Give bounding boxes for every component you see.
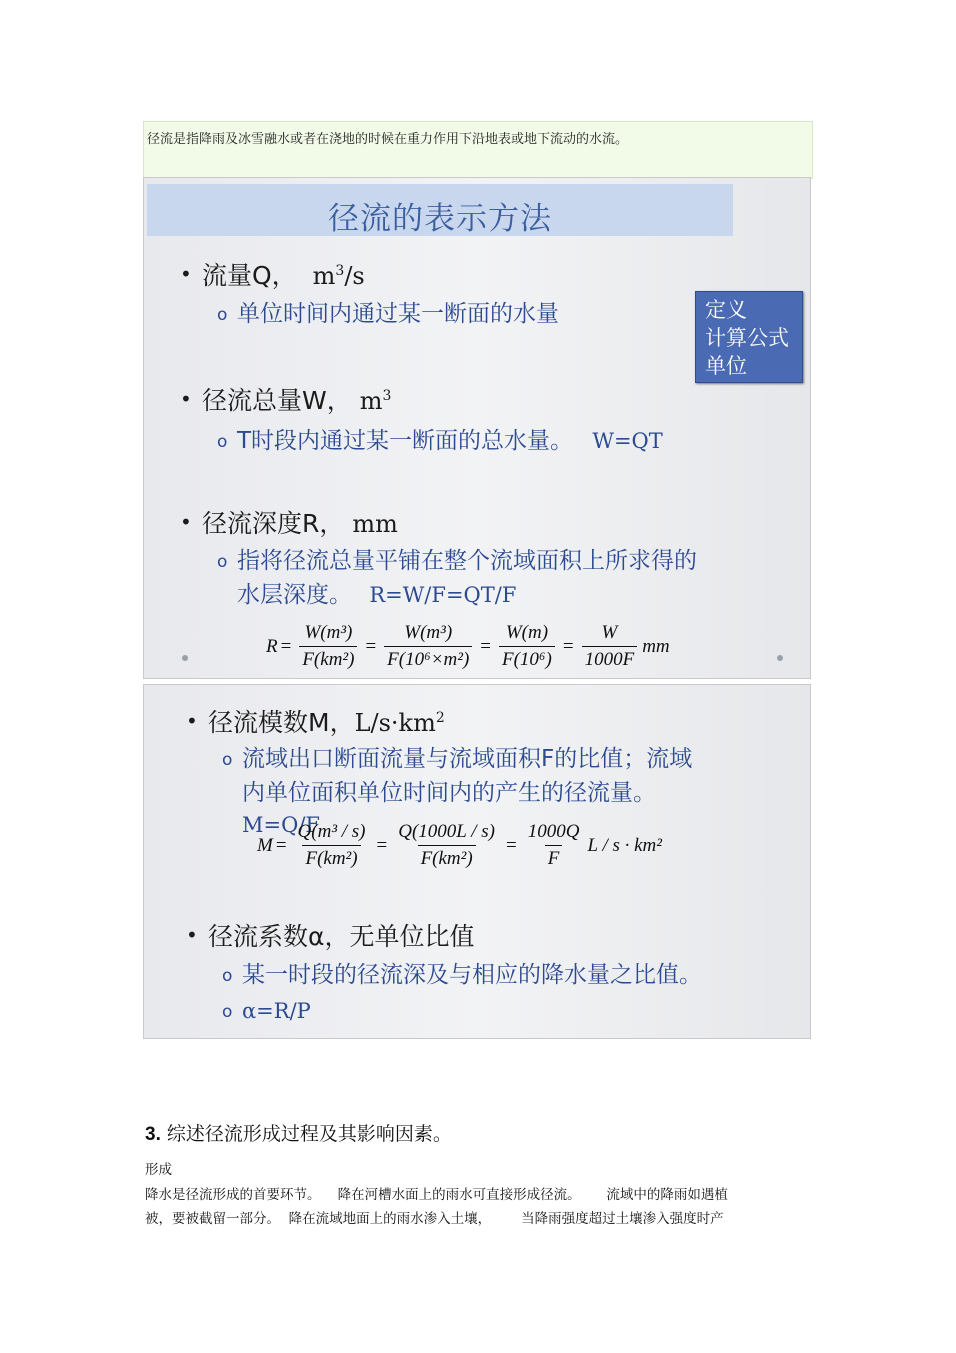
- definition-box: [143, 121, 813, 179]
- depth-equation: R = $\frac{\text{W(m³)}}{\text{F(km²)}}$ = $\frac{\text{W(m³)}}{\text{F(10⁶×m²)}}$ = $\frac{W(m)}{\text{F(10⁶)}}$ = $\frac{W}{1000F}$ mm: [266, 622, 670, 670]
- ring-bullet: o: [217, 552, 228, 572]
- coefficient-description: o 某一时段的径流深及与相应的降水量之比值。: [222, 959, 702, 993]
- ring-bullet: o: [217, 432, 228, 452]
- question-number: 3.: [145, 1124, 161, 1145]
- eq-unit: L / s · km²: [587, 834, 662, 856]
- paragraph-line-2: 被，要被截留一部分。 降在流域地面上的雨水渗入土壤， 当降雨强度超过土壤渗入强度时产: [145, 1211, 724, 1227]
- total-unit: $m^3$: [359, 387, 392, 415]
- ring-bullet: o: [217, 305, 228, 325]
- bullet-flow: [180, 256, 365, 292]
- bullet-total: [180, 381, 391, 417]
- depth-unit: mm: [352, 510, 398, 538]
- bullet-coefficient: [186, 917, 474, 953]
- paragraph-line-1: 降水是径流形成的首要环节。 降在河槽水面上的雨水可直接形成径流。 流域中的降雨如遇植: [145, 1187, 728, 1203]
- total-formula: W=QT: [592, 429, 663, 453]
- eq-unit: mm: [642, 635, 670, 657]
- tag-line-unit: 单位: [705, 354, 747, 378]
- flow-label: 流量Q，: [202, 261, 297, 290]
- coefficient-label: 径流系数α，无单位比值: [208, 922, 475, 951]
- slide-title: 径流的表示方法: [328, 201, 552, 237]
- eq-fraction: $\frac{1000Q}{F}$: [527, 821, 580, 869]
- depth-description: o 指将径流总量平铺在整个流域面积上所求得的 水层深度。 R=W/F=QT/F: [217, 548, 697, 608]
- modulus-label: 径流模数M，: [208, 708, 355, 737]
- question-heading: [145, 1119, 452, 1146]
- eq-fraction: $\frac{W}{1000F}$: [582, 622, 638, 671]
- slide-runoff-modulus: [143, 684, 811, 1039]
- flow-description: o 单位时间内通过某一断面的水量: [217, 298, 559, 332]
- depth-label: 径流深度R，: [202, 509, 345, 538]
- bullet-dot: •: [186, 709, 198, 733]
- definition-tag: [695, 291, 803, 383]
- bullet-depth: [180, 504, 398, 540]
- slide-dot-left: [182, 655, 188, 661]
- bullet-dot: •: [180, 262, 192, 286]
- modulus-description: o 流域出口断面流量与流域面积F的比值；流域 内单位面积单位时间内的产生的径流量。 M=Q/F: [222, 746, 693, 837]
- question-text: 综述径流形成过程及其影响因素。: [166, 1123, 452, 1145]
- tag-line-definition: 定义: [705, 298, 747, 322]
- modulus-equation: M = $\frac{\text{Q(m³ / s)}}{\text{F(km²)}}$ = $\frac{Q(1000L / s)}{\text{F(km²)}}$ = $\frac{1000Q}{F}$ L / s · km²: [257, 821, 662, 869]
- eq-fraction: $\frac{Q(1000L / s)}{\text{F(km²)}}$: [398, 821, 496, 869]
- ring-bullet: o: [222, 1002, 233, 1022]
- section-label: 形成: [145, 1162, 172, 1178]
- bullet-dot: •: [180, 510, 192, 534]
- total-description: o T时段内通过某一断面的总水量。 W=QT: [217, 425, 663, 459]
- slide-dot-right: [777, 655, 783, 661]
- eq-fraction: $\frac{\text{Q(m³ / s)}}{\text{F(km²)}}$: [297, 821, 366, 869]
- bullet-dot: •: [186, 923, 198, 947]
- eq-lhs: R: [266, 635, 278, 657]
- bullet-dot: •: [180, 387, 192, 411]
- depth-formula: R=W/F=QT/F: [369, 583, 517, 607]
- eq-fraction: $\frac{\text{W(m³)}}{\text{F(km²)}}$: [299, 622, 357, 671]
- ring-bullet: o: [222, 966, 233, 986]
- coefficient-formula: α=R/P: [242, 999, 311, 1023]
- slide-title-bar: [147, 184, 733, 236]
- ring-bullet: o: [222, 750, 233, 770]
- eq-fraction: $\frac{\text{W(m³)}}{\text{F(10⁶×m²)}}$: [384, 622, 472, 671]
- definition-text: 径流是指降雨及冰雪融水或者在浇地的时候在重力作用下沿地表或地下流动的水流。: [147, 132, 629, 147]
- eq-fraction: $\frac{W(m)}{\text{F(10⁶)}}$: [499, 622, 555, 671]
- slide-runoff-representation: [143, 177, 811, 679]
- modulus-unit: $L/s\cdot km^2$: [354, 709, 445, 737]
- tag-line-formula: 计算公式: [705, 326, 789, 350]
- eq-lhs: M: [257, 834, 273, 856]
- modulus-formula: M=Q/F: [242, 813, 320, 837]
- coefficient-formula-line: [222, 995, 311, 1029]
- flow-unit: $m^3/s$: [312, 262, 365, 290]
- bullet-modulus: [186, 703, 445, 739]
- total-label: 径流总量W，: [202, 386, 352, 415]
